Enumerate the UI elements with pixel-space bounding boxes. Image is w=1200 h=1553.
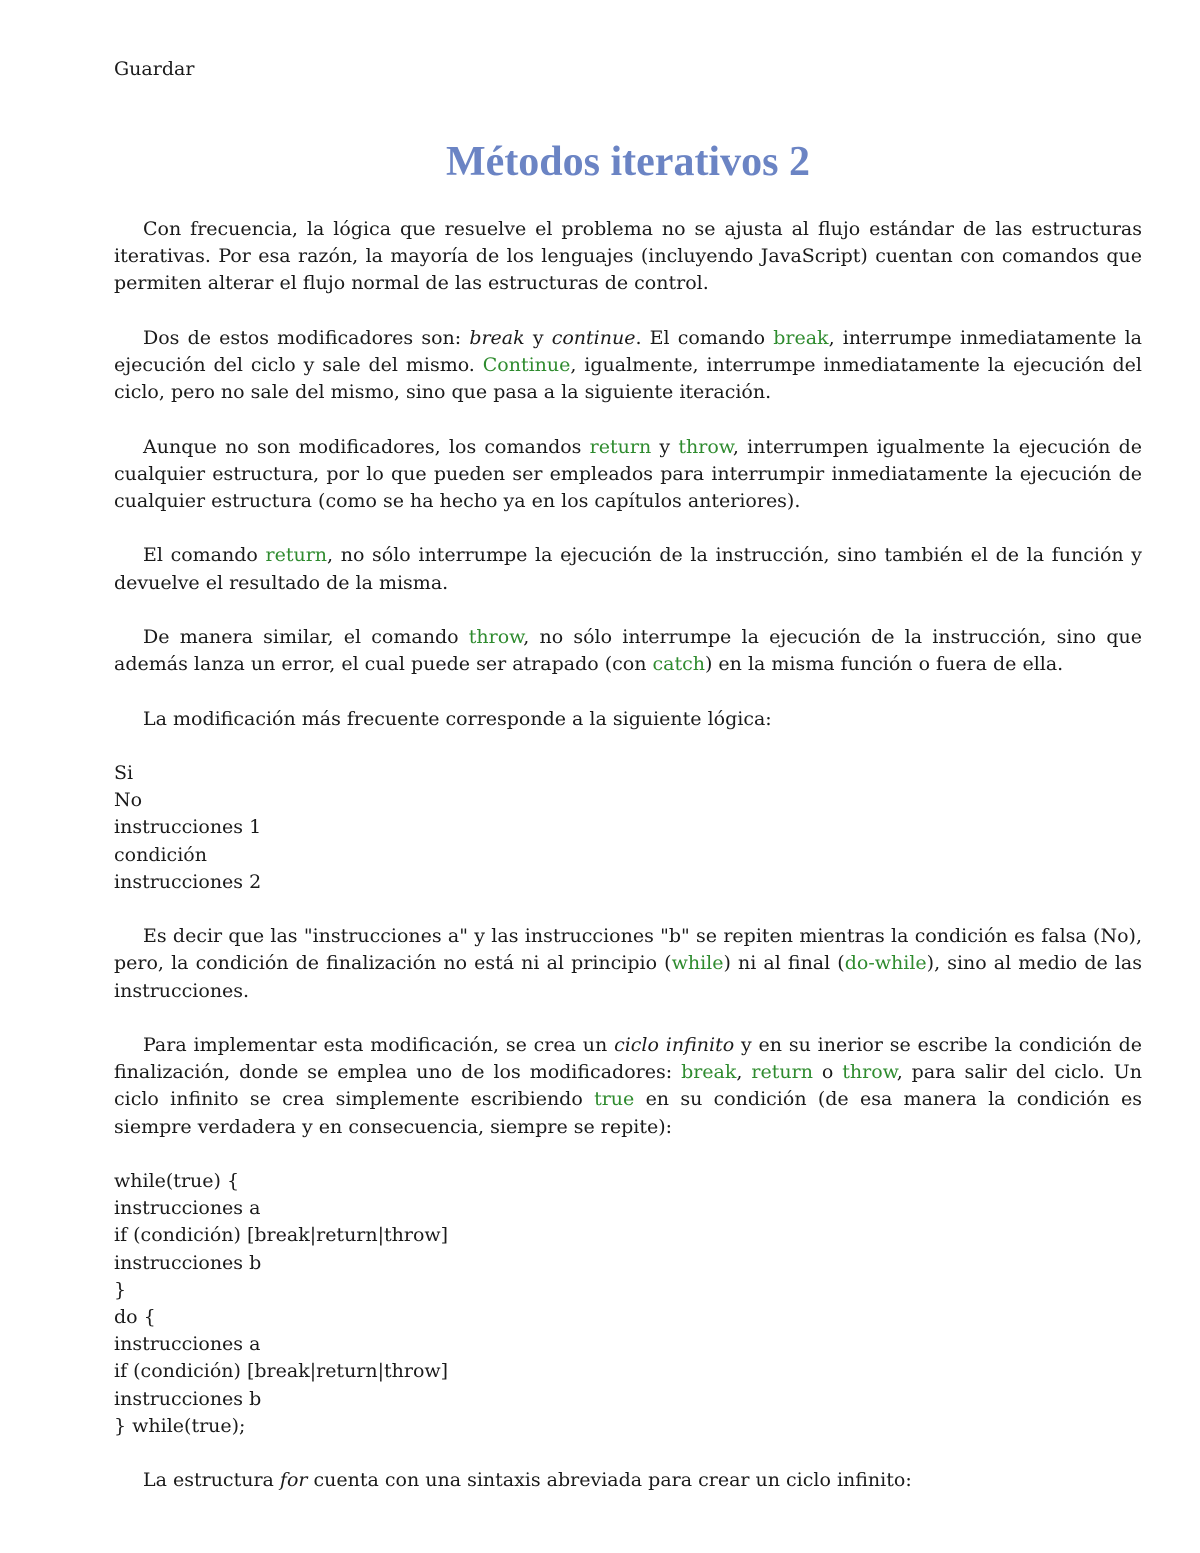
keyword-return: return (751, 1061, 813, 1084)
italic-term: ciclo infinito (614, 1033, 735, 1056)
code-line: instrucciones b (114, 1387, 262, 1410)
code-line: if (condición) [break|return|throw] (114, 1360, 449, 1383)
keyword-return: return (265, 544, 328, 567)
paragraph-throw: De manera similar, el comando throw, no sólo interrumpe la ejecución de la instrucción, sino que además lanza un error, el cual puede ser atrapado (con catch) en la misma función o fuera de ella. (114, 625, 1142, 676)
keyword-break: break (773, 326, 829, 349)
save-link[interactable]: Guardar (114, 58, 195, 80)
diagram-line: condición (114, 843, 207, 866)
code-line: do { (114, 1305, 156, 1328)
paragraph-infinite-loop: Para implementar esta modificación, se crea un ciclo infinito y en su inerior se escribe la condición de finalización, donde se emplea uno de los modificadores: break, return o throw, para salir del ciclo. Un ciclo infinito se crea simplemente escribiendo true en su condición (de esa manera la condición es siempre verdadera y en consecuencia, siempre se repite): (114, 1033, 1142, 1138)
diagram-line: instrucciones 2 (114, 870, 262, 893)
code-line: instrucciones a (114, 1197, 261, 1220)
keyword-throw: throw (678, 435, 733, 458)
code-line: } while(true); (114, 1414, 246, 1437)
keyword-catch: catch (652, 653, 705, 676)
diagram-line: No (114, 789, 143, 812)
keyword-break: break (681, 1061, 737, 1084)
paragraph-explanation: Es decir que las "instrucciones a" y las instrucciones "b" se repiten mientras la condición es falsa (No), pero, la condición de finalización no está ni al principio (while) ni al final (do-while), sino al medio de las instrucciones. (114, 925, 1143, 1002)
diagram-line: instrucciones 1 (114, 816, 262, 839)
code-line: while(true) { (114, 1169, 240, 1192)
keyword-throw: throw (468, 625, 524, 648)
keyword-return: return (589, 435, 652, 458)
keyword-do-while: do-while (844, 952, 927, 975)
italic-term: continue (551, 326, 636, 349)
code-block (114, 1168, 1142, 1440)
keyword-continue: Continue (482, 354, 571, 376)
paragraph-return: El comando return, no sólo interrumpe la ejecución de la instrucción, sino también el de la función y devuelve el resultado de la misma. (114, 544, 1142, 594)
keyword-throw: throw (842, 1061, 897, 1084)
paragraph-for-syntax: La estructura for cuenta con una sintaxis abreviada para crear un ciclo infinito: (143, 1469, 912, 1492)
diagram-text-lines (114, 760, 1142, 896)
code-line: instrucciones b (114, 1251, 262, 1274)
paragraph-intro: Con frecuencia, la lógica que resuelve el problema no se ajusta al flujo estándar de las estructuras iterativas. Por esa razón, la mayoría de los lenguajes (incluyendo JavaScript) cuentan con comandos que permiten alterar el flujo normal de las estructuras de control. (114, 218, 1142, 295)
paragraph-logic-intro: La modificación más frecuente corresponde a la siguiente lógica: (143, 707, 772, 730)
keyword-true: true (594, 1088, 635, 1111)
paragraph-return-throw: Aunque no son modificadores, los comandos return y throw, interrumpen igualmente la ejecución de cualquier estructura, por lo que pueden ser empleados para interrumpir inmediatamente la ejecución de cualquier estructura (como se ha hecho ya en los capítulos anteriores). (114, 435, 1142, 512)
diagram-line: Si (114, 761, 134, 784)
code-line: } (114, 1278, 127, 1301)
paragraph-modifiers: Dos de estos modificadores son: break y continue. El comando break, interrumpe inmediatamente la ejecución del ciclo y sale del mismo. Continue, igualmente, interrumpe inmediatamente la ejecución del ciclo, pero no sale del mismo, sino que pasa a la siguiente iteración. (114, 326, 1142, 404)
document-title: Métodos iterativos 2 (446, 139, 810, 185)
italic-term: for (279, 1469, 308, 1492)
code-line: if (condición) [break|return|throw] (114, 1224, 449, 1247)
code-line: instrucciones a (114, 1333, 261, 1356)
italic-term: break (469, 326, 525, 349)
document-body (114, 216, 1142, 1494)
keyword-while: while (671, 952, 724, 975)
